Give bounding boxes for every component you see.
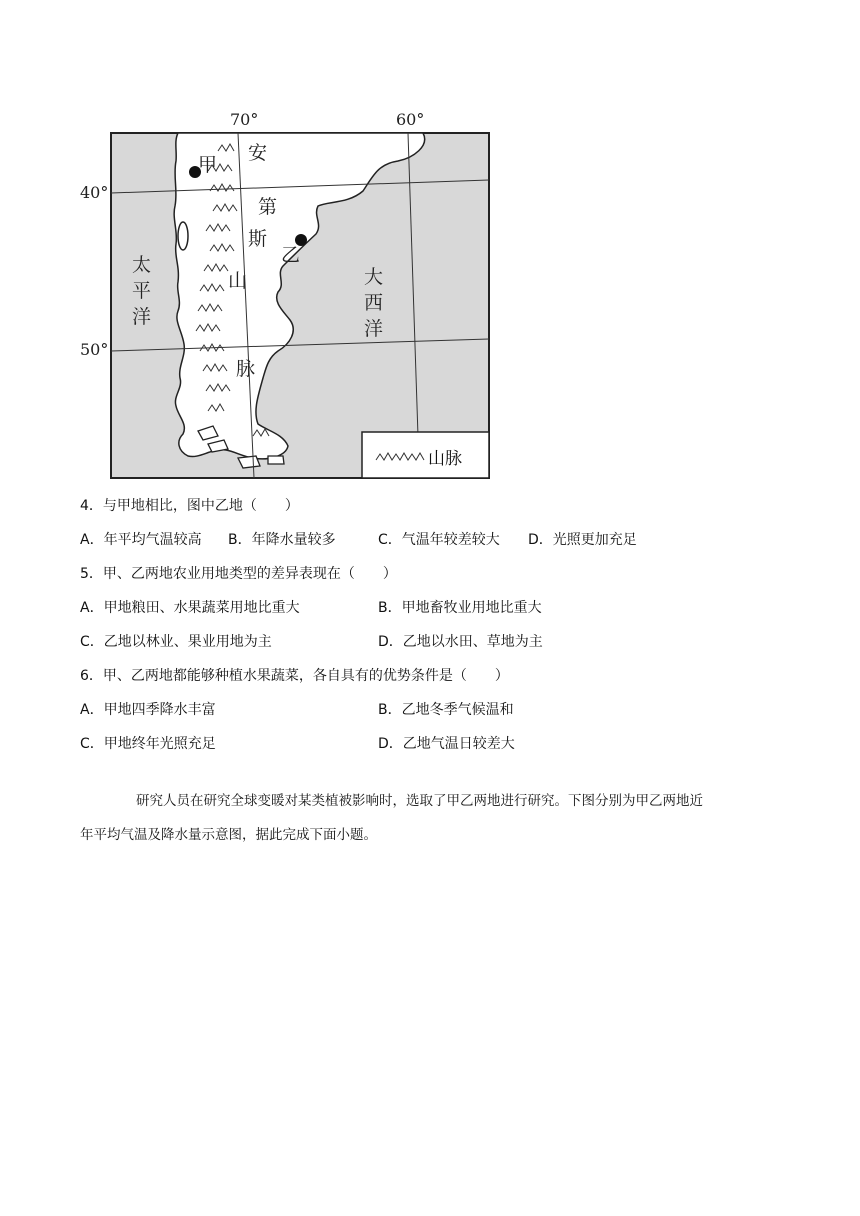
andes-char-3: 斯 <box>248 228 268 250</box>
lon-label-60: 60° <box>396 110 425 129</box>
legend-label: 山脉 <box>428 449 462 469</box>
intro-paragraph-line-1: 研究人员在研究全球变暖对某类植被影响时，选取了甲乙两地进行研究。下图分别为甲乙两地近 <box>136 793 703 809</box>
question-4-option-a: A．年平均气温较高 <box>80 532 202 548</box>
question-5-option-c: C．乙地以林业、果业用地为主 <box>80 634 272 650</box>
south-america-map <box>78 106 498 482</box>
andes-char-5: 脉 <box>236 358 256 380</box>
place-jia-label: 甲 <box>198 154 218 176</box>
andes-char-4: 山 <box>228 270 248 292</box>
atlantic-char-2: 西 <box>364 292 384 314</box>
lon-label-70: 70° <box>230 110 259 129</box>
question-4-option-b: B．年降水量较多 <box>228 532 336 548</box>
question-5-option-a: A．甲地粮田、水果蔬菜用地比重大 <box>80 600 300 616</box>
intro-paragraph-line-2: 年平均气温及降水量示意图，据此完成下面小题。 <box>80 827 377 843</box>
question-6-option-c: C．甲地终年光照充足 <box>80 736 216 752</box>
atlantic-char-3: 洋 <box>364 318 384 340</box>
pacific-char-3: 洋 <box>132 306 152 328</box>
place-yi-label: 乙 <box>281 244 301 266</box>
question-4-option-c: C．气温年较差较大 <box>378 532 500 548</box>
question-5-stem: 5．甲、乙两地农业用地类型的差异表现在（ ） <box>80 566 397 582</box>
andes-char-2: 第 <box>258 196 278 218</box>
question-4-stem: 4．与甲地相比，图中乙地（ ） <box>80 498 299 514</box>
question-6-option-a: A．甲地四季降水丰富 <box>80 702 216 718</box>
question-6-option-d: D．乙地气温日较差大 <box>378 736 515 752</box>
question-5-option-d: D．乙地以水田、草地为主 <box>378 634 543 650</box>
lat-label-40: 40° <box>80 183 109 202</box>
question-6-stem: 6．甲、乙两地都能够种植水果蔬菜，各自具有的优势条件是（ ） <box>80 668 509 684</box>
question-4-option-d: D．光照更加充足 <box>528 532 637 548</box>
atlantic-char-1: 大 <box>364 266 384 288</box>
lat-label-50: 50° <box>80 340 109 359</box>
question-5-option-b: B．甲地畜牧业用地比重大 <box>378 600 542 616</box>
pacific-char-2: 平 <box>132 280 152 302</box>
question-6-option-b: B．乙地冬季气候温和 <box>378 702 514 718</box>
pacific-char-1: 太 <box>132 254 152 276</box>
andes-char-1: 安 <box>248 142 268 164</box>
